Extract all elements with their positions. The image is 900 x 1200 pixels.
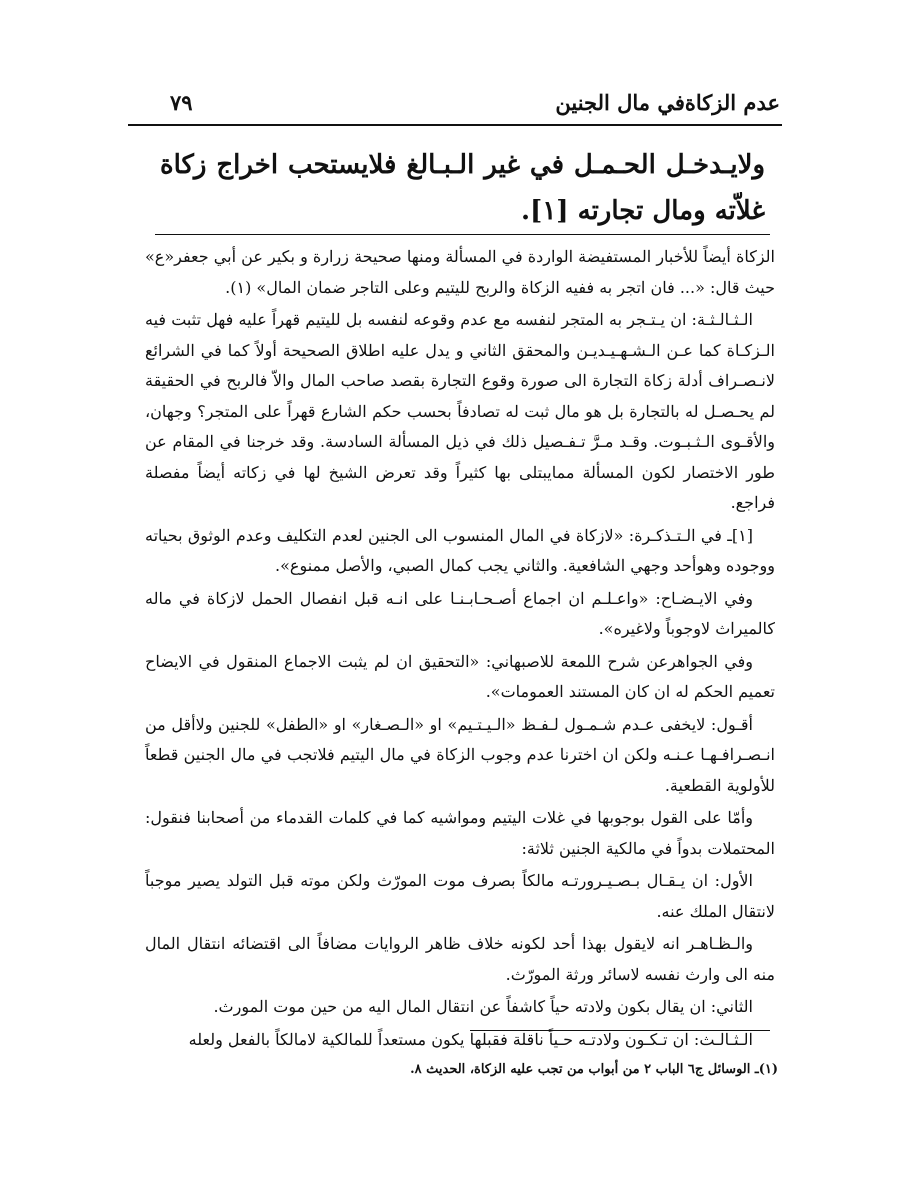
paragraph: الزكاة أيضاً للأخبار المستفيضة الواردة في المسألة ومنها صحيحة زرارة و بكير عن أبي جعفر«ع» حيث قال: «... فان اتجر به ففيه الزكاة والربح لليتيم وعلى التاجر ضمان المال» (١). xyxy=(145,247,776,297)
paragraph: [١]ـ في الـتـذكـرة: «لازكاة في المال المنسوب الى الجنين لعدم التكليف وعدم الوثوق بحياته ووجوده وهوأحد وجهي الشافعية. والثاني يجب كمال الصبي، والأصل ممنوع». xyxy=(145,525,775,575)
paragraph: وأمّا على القول بوجوبها في غلات اليتيم ومواشيه كما في كلمات القدماء من أصحابنا فنقول: المحتملات بدواً في مالكية الجنين ثلاثة: xyxy=(145,808,775,858)
footnote: (١)ـ الوسائل ج٦ الباب ٢ من أبواب من تجب عليه الزكاة، الحديث ٨. xyxy=(410,1062,778,1077)
commentary-body xyxy=(145,242,775,1057)
paragraph: وفي الجواهرعن شرح اللمعة للاصبهاني: «التحقيق ان لم يثبت الاجماع المنقول في الايضاح تعميم الحكم له ان كان المستند العمومات». xyxy=(145,651,775,701)
page-number: ٧٩ xyxy=(170,90,193,115)
paragraph: الأول: ان يـقـال بـصـيـرورتـه مالكاً بصرف موت المورّث ولكن موته قبل التولد يصير موجباً لانتقال الملك عنه. xyxy=(145,871,775,921)
footnote-divider xyxy=(470,1030,770,1031)
paragraph: الثاني: ان يقال بكون ولادته حياً كاشفاً عن انتقال المال اليه من حين موت المورث. xyxy=(213,997,753,1016)
running-title: عدم الزكاةفي مال الجنين xyxy=(555,90,780,115)
header-divider xyxy=(128,124,782,126)
commentary-divider xyxy=(155,234,770,235)
paragraph: أقـول: لايخفى عـدم شـمـول لـفـظ «الـيـتـيم» او «الـصـغار» او «الطفل» للجنين ولاأقل من انـصـرافـهـا عـنـه ولكن ان اخترنا عدم وجوب الزكاة في مال اليتيم فلاتجب في مال الجنين قطعاً للأولوية القطعية. xyxy=(145,714,775,795)
running-header xyxy=(130,88,780,122)
paragraph: والـظـاهـر انه لايقول بهذا أحد لكونه خلاف ظاهر الروايات مضافاً الى اقتضائه انتقال المال منه الى وارث نفسه لاسائر ورثة المورّث. xyxy=(145,934,775,984)
paragraph: وفي الايـضـاح: «واعـلـم ان اجماع أصـحـابـنـا على انـه قبل انفصال الحمل لازكاة في ماله كالميراث لاوجوباً ولاغيره». xyxy=(145,588,775,638)
main-text: ولايـدخـل الحـمـل في غير الـبـالغ فلايستحب اخراج زكاة غلاّته ومال تجارته [١]. xyxy=(160,150,765,226)
paragraph: الـثـالـث: ان تـكـون ولادتـه حـياً ناقلة فقبلها يكون مستعداً للمالكية لامالكاً بالفعل ولعله xyxy=(188,1029,753,1049)
paragraph: الـثـالـثـة: ان يـتـجر به المتجر لنفسه مع عدم وقوعه لنفسه بل لليتيم قهراً عليه فهل تثبت فيه الـزكـاة كما عـن الـشـهـيـديـن والمحقق الثاني و يدل عليه اطلاق الصحيحة أولاً كما في الشرائع لانـصـراف أدلة زكاة التجارة الى صورة وقوع التجارة بقصد صاحب المال والاّ فالربح في الحقيقة لم يحـصـل له بالتجارة بل هو مال ثبت له تصادفاً بحسب حكم الشارع قهراً على المتجر؟ وجهان، والأقـوى الـثـبـوت. وقـد مـرَّ تـفـصيل ذلك في ذيل المسألة السادسة. وقد خرجنا في المقام عن طور الاختصار لكون المسألة ممايبتلى بها كثيراً وقد تعرض الشيخ لها في زكاته أيضاً مفصلة فراجع. xyxy=(145,310,775,512)
